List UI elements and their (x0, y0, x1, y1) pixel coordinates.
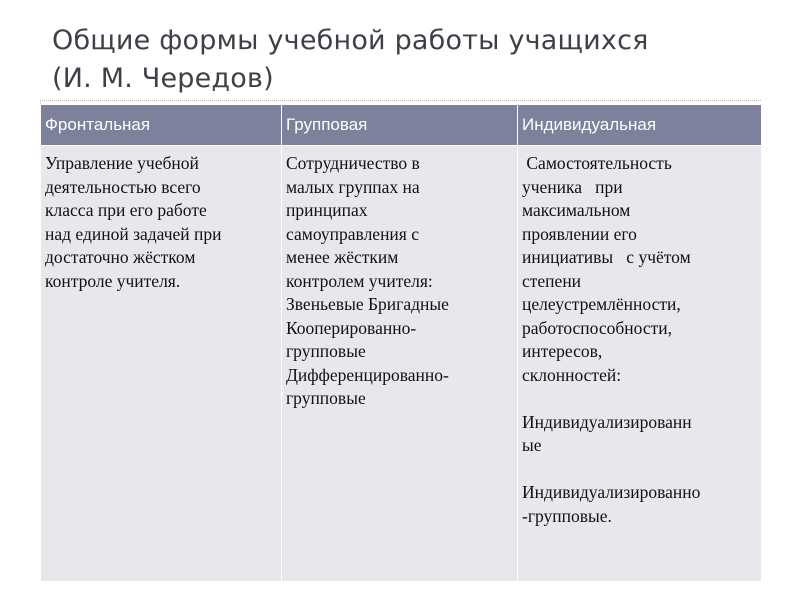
cell-text-line: Кооперированно- (286, 317, 417, 338)
cell-text-line: степени (522, 270, 582, 291)
cell-text-line: деятельностью всего (45, 176, 201, 197)
forms-table (40, 104, 762, 582)
table-header-row (41, 105, 762, 146)
cell-text-line: Индивидуализированно (522, 482, 701, 502)
cell-text-line: склонностей: (522, 364, 622, 385)
cell-text-line: групповые (286, 388, 366, 408)
cell-text-line: групповые (286, 341, 366, 361)
header-individual: Индивидуальная (518, 105, 762, 146)
cell-text-line: контроле учителя. (45, 270, 181, 291)
cell-text-line: проявлении его (522, 223, 637, 244)
cell-text-line: принципах (286, 200, 368, 220)
slide-title (52, 22, 752, 98)
cell-text-line: над единой задачей при (45, 223, 222, 244)
cell-text-line: Самостоятельность (522, 153, 672, 173)
header-frontal: Фронтальная (41, 105, 282, 146)
table-row (41, 146, 762, 582)
cell-group (282, 146, 518, 582)
cell-text-line: Индивидуализированн (522, 411, 692, 432)
cell-text-line: работоспособности, (522, 317, 672, 338)
cell-text-line: класса при его работе (45, 200, 207, 220)
cell-frontal (41, 146, 282, 582)
cell-text-line (522, 387, 759, 411)
cell-text-line: менее жёстким (286, 247, 399, 267)
cell-text-line: Управление учебной (45, 153, 199, 173)
cell-text-line: контролем учителя: (286, 270, 433, 291)
title-divider (40, 100, 761, 101)
cell-text-line: -групповые. (522, 505, 612, 526)
cell-text-line: ые (522, 435, 542, 455)
cell-text-line: интересов, (522, 341, 603, 361)
cell-text-line: инициативы с учётом (522, 247, 691, 267)
cell-text-line: малых группах на (286, 176, 420, 197)
cell-text-line: максимальном (522, 200, 631, 220)
cell-individual (518, 146, 762, 582)
cell-text-line: самоуправления с (286, 223, 419, 244)
cell-text-line: ученика при (522, 176, 623, 197)
title-line: Общие формы учебной работы учащихся (52, 25, 649, 56)
cell-text-line (522, 458, 759, 482)
cell-text-line: целеустремлённости, (522, 294, 681, 314)
title-line: (И. М. Чередов) (52, 63, 274, 94)
cell-text-line: Сотрудничество в (286, 153, 420, 173)
header-group: Групповая (282, 105, 518, 146)
cell-text-line: достаточно жёстком (45, 247, 196, 267)
cell-text-line: Звеньевые Бригадные (286, 294, 449, 314)
cell-text-line: Дифференцированно- (286, 364, 449, 385)
